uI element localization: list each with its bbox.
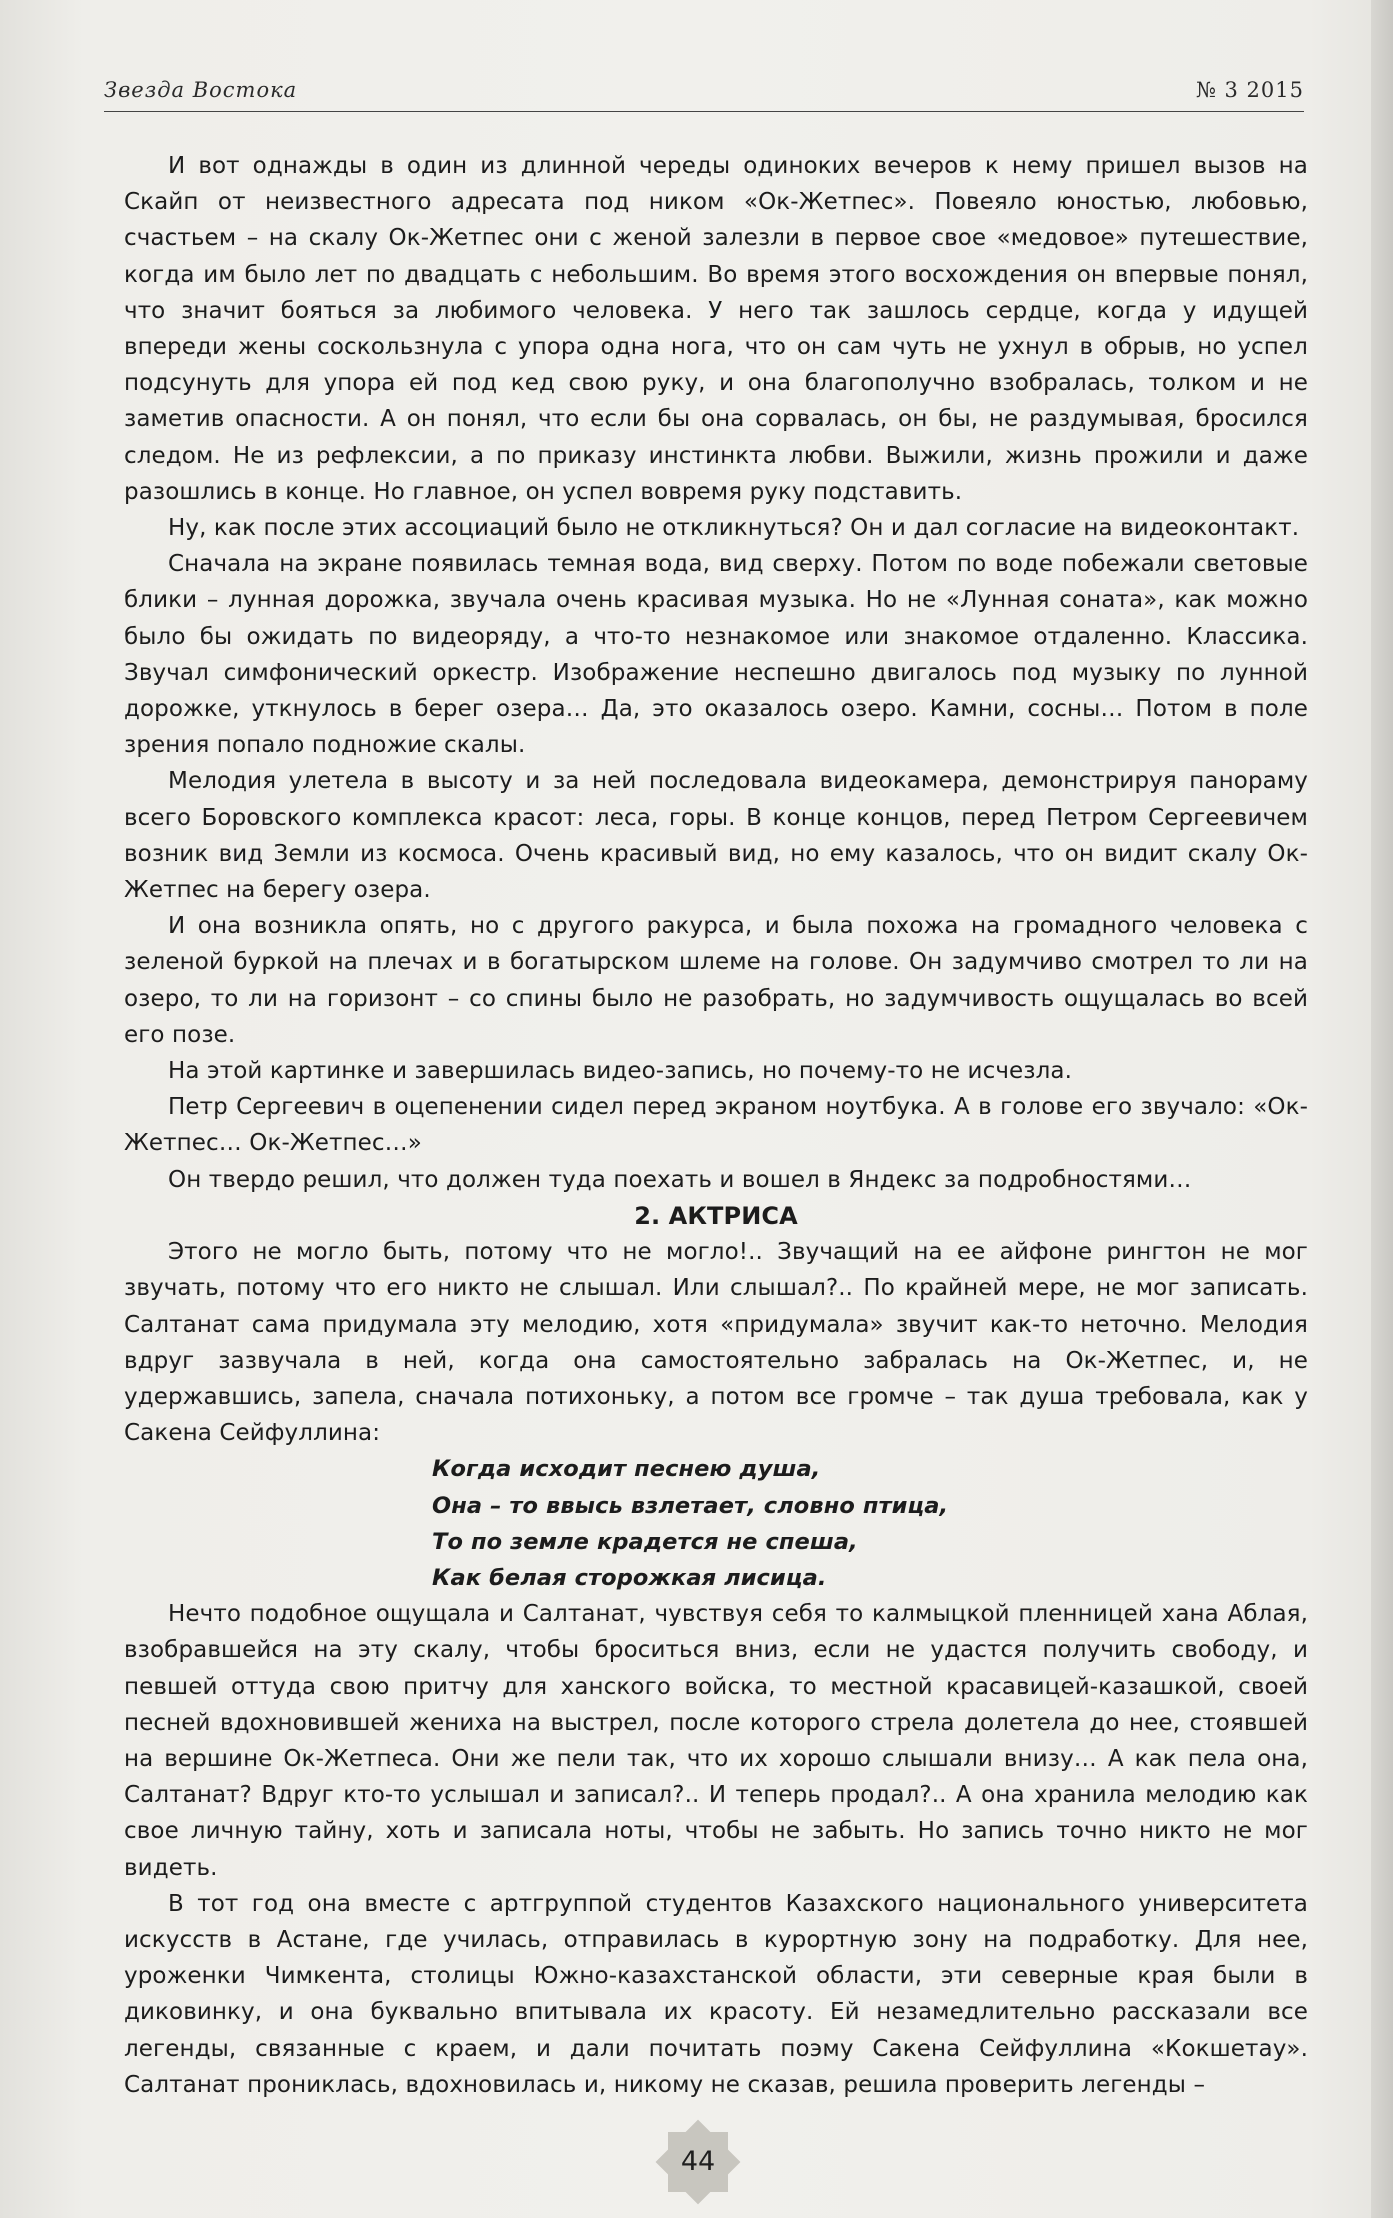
- article-body: [124, 148, 1308, 2103]
- paragraph: На этой картинке и завершилась видео-запись, но почему-то не исчезла.: [168, 1058, 1073, 1085]
- page-edge-shadow: [1371, 0, 1393, 2218]
- paragraph: Он твердо решил, что должен туда поехать и вошел в Яндекс за подробностями…: [168, 1166, 1192, 1193]
- paragraph: Нечто подобное ощущала и Салтанат, чувствуя себя то калмыцкой пленницей хана Аблая, взобравшейся на эту скалу, чтобы броситься вниз, если не удастся получить свободу, и певшей оттуда свою притчу для ханского войска, то местной красавицей-казашкой, своей песней вдохновившей жениха на выстрел, после которого стрела долетела до нее, стоявшей на вершине Ок-Жетпеса. Они же пели так, что их хорошо слышали внизу… А как пела она, Салтанат? Вдруг кто-то услышал и записал?.. И теперь продал?.. А она хранила мелодию как свое личную тайну, хоть и записала ноты, чтобы не забыть. Но запись точно никто не мог видеть.: [124, 1601, 1308, 1881]
- section-title: 2. АКТРИСА: [634, 1201, 798, 1230]
- paragraph: Ну, как после этих ассоциаций было не откликнуться? Он и дал согласие на видеоконтакт.: [168, 515, 1300, 542]
- running-header: [104, 78, 1304, 118]
- poem-line: Как белая сторожкая лисица.: [432, 1564, 827, 1591]
- poem-line: Когда исходит песнею душа,: [432, 1456, 821, 1483]
- journal-title: Звезда Востока: [104, 78, 298, 102]
- poem-quote: [432, 1451, 1308, 1596]
- header-rule: [104, 111, 1304, 112]
- page-number: 44: [680, 2146, 716, 2177]
- paragraph: В тот год она вместе с артгруппой студентов Казахского национального университета искусств в Астане, где училась, отправилась в курортную зону на подработку. Для нее, уроженки Чимкента, столицы Южно-казахстанской области, эти северные края были в диковинку, и она буквально впитывала их красоту. Ей незамедлительно рассказали все легенды, связанные с краем, и дали почитать поэму Сакена Сейфуллина «Кокшетау». Салтанат прониклась, вдохновилась и, никому не сказав, решила проверить легенды –: [124, 1890, 1308, 2098]
- paragraph: И вот однажды в один из длинной череды одиноких вечеров к нему пришел вызов на Скайп от неизвестного адресата под ником «Ок-Жетпес». Повеяло юностью, любовью, счастьем – на скалу Ок-Жетпес они с женой залезли в первое свое «медовое» путешествие, когда им было лет по двадцать с небольшим. Во время этого восхождения он впервые понял, что значит бояться за любимого человека. У него так зашлось сердце, когда у идущей впереди жены соскользнула с упора одна нога, что он сам чуть не ухнул в обрыв, но успел подсунуть для упора ей под кед свою руку, и она благополучно взобралась, толком и не заметив опасности. А он понял, что если бы она сорвалась, он бы, не раздумывая, бросился следом. Не из рефлексии, а по приказу инстинкта любви. Выжили, жизнь прожили и даже разошлись в конце. Но главное, он успел вовремя руку подставить.: [124, 153, 1308, 505]
- paragraph: Сначала на экране появилась темная вода, вид сверху. Потом по воде побежали световые блики – лунная дорожка, звучала очень красивая музыка. Но не «Лунная соната», как можно было бы ожидать по видеоряду, а что-то незнакомое или знакомое отдаленно. Классика. Звучал симфонический оркестр. Изображение неспешно двигалось под музыку по лунной дорожке, уткнулось в берег озера… Да, это оказалось озеро. Камни, сосны… Потом в поле зрения попало подножие скалы.: [124, 551, 1308, 759]
- issue-number: № 3 2015: [1195, 78, 1304, 102]
- page-number-ornament: [656, 2120, 740, 2204]
- poem-line: Она – то ввысь взлетает, словно птица,: [432, 1492, 949, 1519]
- paragraph: Этого не могло быть, потому что не могло!.. Звучащий на ее айфоне рингтон не мог звучать, потому что его никто не слышал. Или слышал?.. По крайней мере, не мог записать. Салтанат сама придумала эту мелодию, хотя «придумала» звучит как-то неточно. Мелодия вдруг зазвучала в ней, когда она самостоятельно забралась на Ок-Жетпес, и, не удержавшись, запела, сначала потихоньку, а потом все громче – так душа требовала, как у Сакена Сейфуллина:: [124, 1239, 1308, 1447]
- poem-line: То по земле крадется не спеша,: [432, 1528, 858, 1555]
- paragraph: Петр Сергеевич в оцепенении сидел перед экраном ноутбука. А в голове его звучало: «Ок-Жетпес… Ок-Жетпес…»: [124, 1094, 1308, 1157]
- paragraph: И она возникла опять, но с другого ракурса, и была похожа на громадного человека с зеленой буркой на плечах и в богатырском шлеме на голове. Он задумчиво смотрел то ли на озеро, то ли на горизонт – со спины было не разобрать, но задумчивость ощущалась во всей его позе.: [124, 913, 1308, 1048]
- paragraph: Мелодия улетела в высоту и за ней последовала видеокамера, демонстрируя панораму всего Боровского комплекса красот: леса, горы. В конце концов, перед Петром Сергеевичем возник вид Земли из космоса. Очень красивый вид, но ему казалось, что он видит скалу Ок-Жетпес на берегу озера.: [124, 768, 1308, 904]
